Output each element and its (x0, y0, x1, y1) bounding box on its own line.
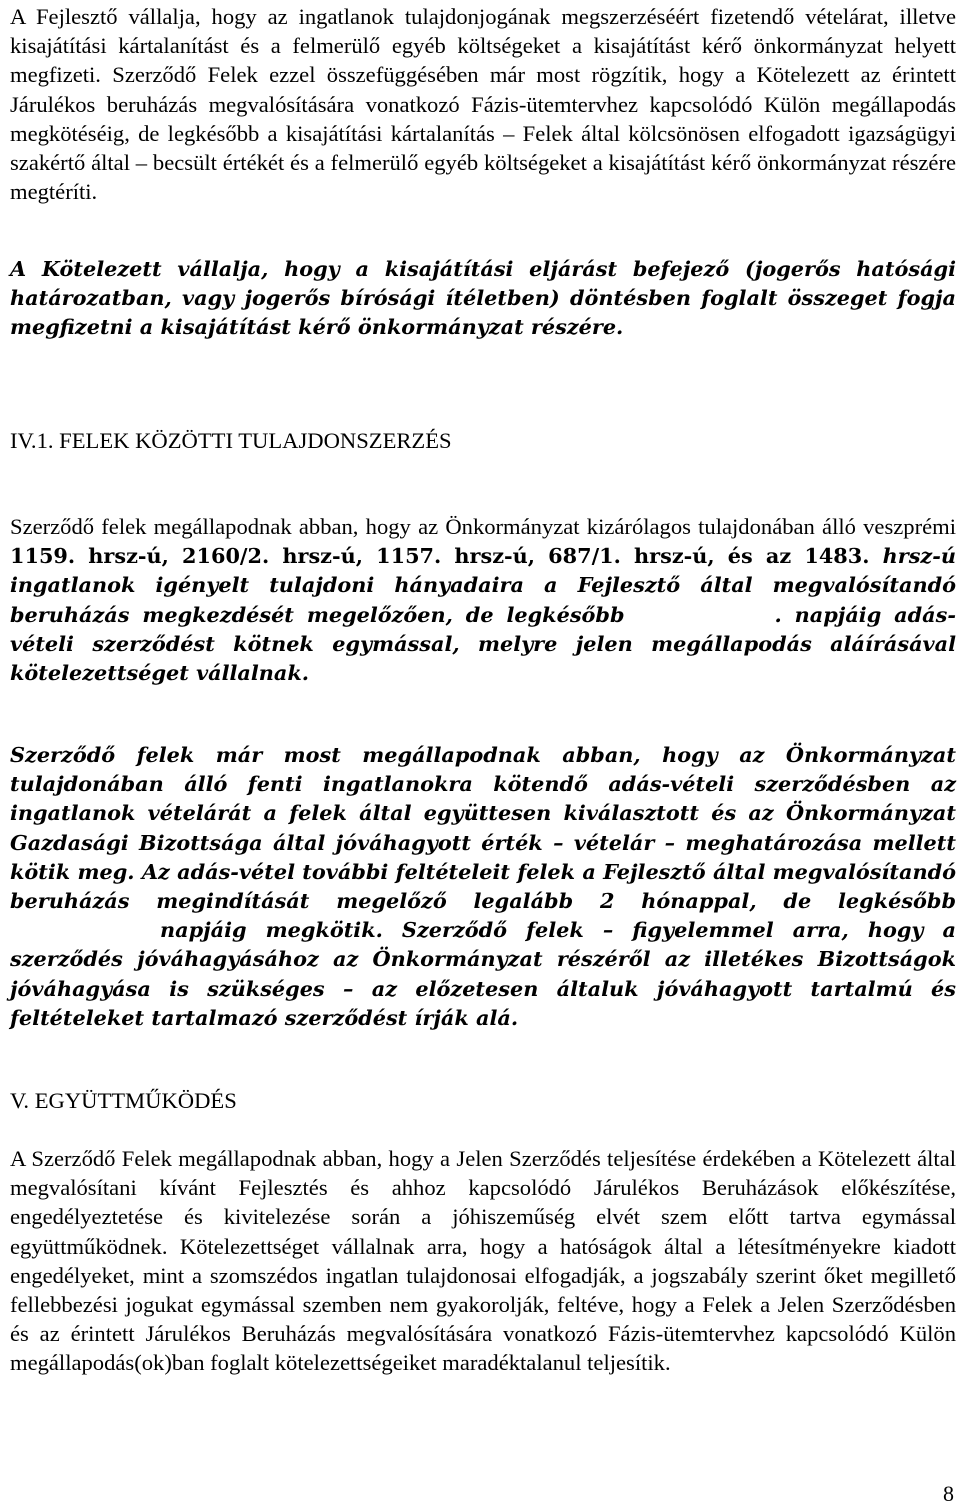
parcel-numbers: 1159. hrsz-ú, 2160/2. hrsz-ú, 1157. hrsz-ú, 687/1. hrsz-ú, és az 1483. (10, 543, 870, 569)
paragraph-sale-agreement (10, 740, 956, 1032)
ownership-deadline-text: . napjáig adás-vételi szerződést kötnek egymással, melyre jelen megállapodás aláírásával kötelezettséget vállalnak. (10, 601, 956, 686)
sale-deadline-text: napjáig megkötik. Szerződő felek – figyelemmel arra, hogy a szerződés jóváhagyásához az Önkormányzat részéről az illetékes Bizottságok jóváhagyása is szükséges – az előzetesen általuk jóváhagyott tartalmú és feltételeket tartalmazó szerződést írják alá. (10, 917, 956, 1030)
sale-terms: Szerződő felek már most megállapodnak abban, hogy az Önkormányzat tulajdonában álló fenti ingatlanokra kötendő adás-vételi szerződésben az ingatlanok vételárát a felek által együttesen kiválasztott és az Önkormányzat Gazdasági Bizottsága által jóváhagyott érték – vételár – meghatározása mellett kötik meg. Az adás-vétel további feltételeit felek a Fejlesztő által megvalósítandó beruházás megindítását megelőző legalább 2 hónappal, de legkésőbb (10, 742, 956, 914)
ownership-terms: hrsz-ú ingatlanok igényelt tulajdoni hányadaira a Fejlesztő által megvalósítandó beruházás megkezdését megelőzően, de legkésőbb (10, 543, 956, 627)
section-heading-iv1: IV.1. FELEK KÖZÖTTI TULAJDONSZERZÉS (10, 428, 452, 453)
page-number: 8 (943, 1481, 954, 1506)
paragraph-cooperation: A Szerződő Felek megállapodnak abban, hogy a Jelen Szerződés teljesítése érdekében a Kötelezett által megvalósítani kívánt Fejlesztés és ahhoz kapcsolódó Járulékos Beruházások előkészítése, engedélyeztetése és kivitelezése során a jóhiszeműség elvét szem előtt tartva egymással együttműködnek. Kötelezettséget vállalnak arra, hogy a hatóságok által a létesítményekre kiadott engedélyeket, mint a szomszédos ingatlan tulajdonosai elfogadják, a jogszabály szerint őket megillető fellebbezési jogukat egymással szemben nem gyakorolják, feltéve, hogy a Felek a Jelen Szerződésben és az érintett Járulékos Beruházás megvalósítására vonatkozó Fázis-ütemtervhez kapcsolódó Külön megállapodás(ok)ban foglalt kötelezettségeiket maradéktalanul teljesítik. (10, 1146, 956, 1376)
paragraph-compensation-payment: A Kötelezett vállalja, hogy a kisajátítási eljárást befejező (jogerős hatósági határozatban, vagy jogerős bírósági ítéletben) döntésben foglalt összeget fogja megfizetni a kisajátítást kérő önkormányzat részére. (10, 256, 956, 340)
ownership-text: Szerződő felek megállapodnak abban, hogy az Önkormányzat kizárólagos tulajdonában álló veszprémi (10, 514, 956, 539)
section-heading-v: V. EGYÜTTMŰKÖDÉS (10, 1088, 237, 1113)
paragraph-developer-obligation: A Fejlesztő vállalja, hogy az ingatlanok tulajdonjogának megszerzéséért fizetendő vételárat, illetve kisajátítási kártalanítást és a felmerülő egyéb költségeket a kisajátítást kérő önkormányzat helyett megfizeti. Szerződő Felek ezzel összefüggésében már most rögzítik, hogy a Kötelezett az érintett Járulékos beruházás megvalósítására vonatkozó Fázis-ütemtervhez kapcsolódó Külön megállapodás megkötéséig, de legkésőbb a kisajátítási kártalanítás – Felek által kölcsönösen elfogadott igazságügyi szakértő által – becsült értékét és a felmerülő egyéb költségeket a kisajátítást kérő önkormányzat részére megtéríti. (10, 4, 956, 205)
paragraph-ownership-transfer (10, 512, 956, 687)
